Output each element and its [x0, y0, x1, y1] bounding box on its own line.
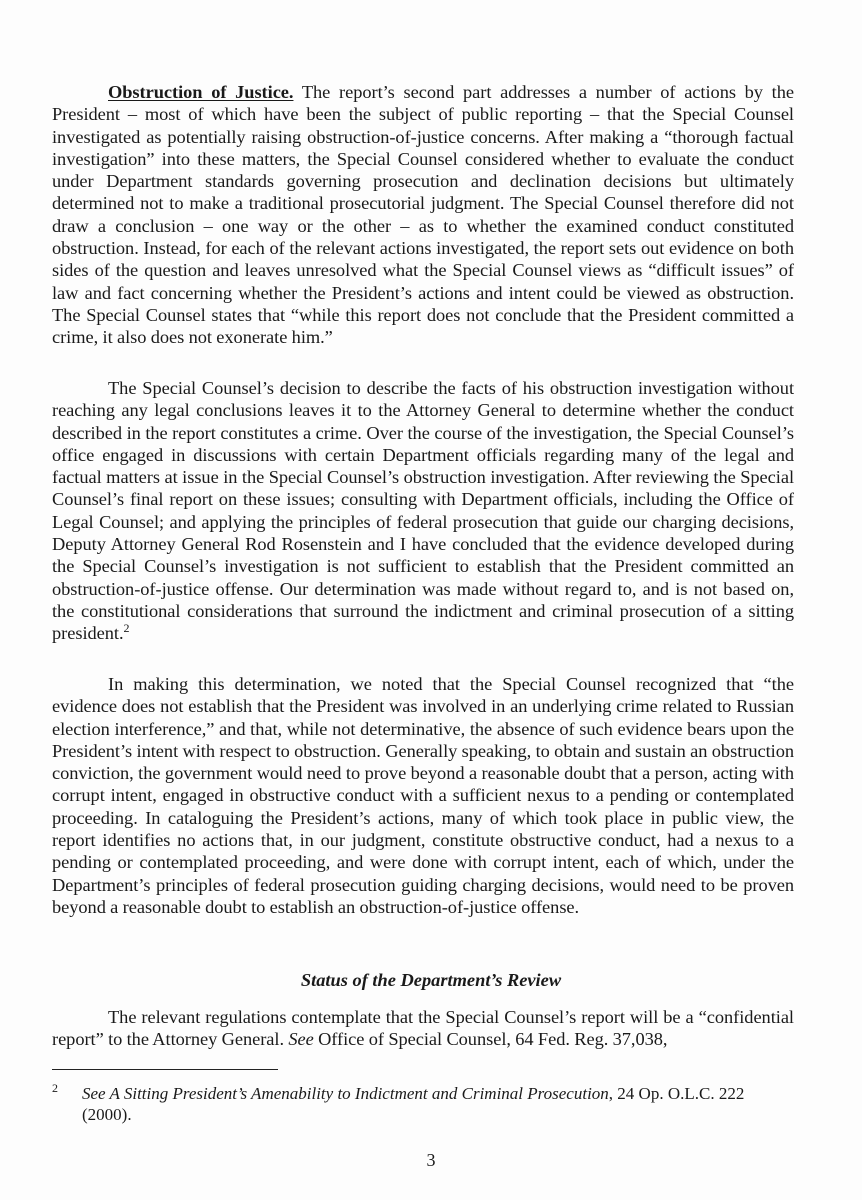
footnote-divider [52, 1069, 278, 1070]
section-lead-in: Obstruction of Justice. [108, 82, 294, 102]
see-signal: See [288, 1029, 314, 1050]
footnote [52, 1083, 794, 1125]
paragraph-regulations [52, 1006, 794, 1051]
paragraph-text: The report’s second part addresses a number of actions by the President – most of which have been the subject of public reporting – that the Special Counsel investigated as potentially raising obstruction-of-justice concerns. After making a “thorough factual investigation” into these matters, the Special Counsel considered whether to evaluate the conduct under Department standards governing prosecution and declination decisions but ultimately determined not to make a traditional prosecutorial judgment. The Special Counsel therefore did not draw a conclusion – one way or the other – as to whether the examined conduct constituted obstruction. Instead, for each of the relevant actions investigated, the report sets out evidence on both sides of the question and leaves unresolved what the Special Counsel views as “difficult issues” of law and fact concerning whether the President’s actions and intent could be viewed as obstruction. The Special Counsel states that “while this report does not conclude that the President committed a crime, it also does not exonerate him.” [52, 82, 794, 348]
footnote-citation: , 24 Op. O.L.C. 222 (2000). [82, 1084, 745, 1124]
paragraph-text: In making this determination, we noted that the Special Counsel recognized that “the evidence does not establish that the President was involved in an underlying crime related to Russian election interference,” and that, while not determinative, the absence of such evidence bears upon the President’s intent with respect to obstruction. Generally speaking, to obtain and sustain an obstruction conviction, the government would need to prove beyond a reasonable doubt that a person, acting with corrupt intent, engaged in obstructive conduct with a sufficient nexus to a pending or contemplated proceeding. In cataloguing the President’s actions, many of which took place in public view, the report identifies no actions that, in our judgment, constitute obstructive conduct, had a nexus to a pending or contemplated proceeding, and were done with corrupt intent, each of which, under the Department’s principles of federal prosecution guiding charging decisions, would need to be proven beyond a reasonable doubt to establish an obstruction-of-justice offense. [52, 674, 794, 917]
paragraph-decision [52, 377, 794, 645]
footnote-citation-title: See A Sitting President’s Amenability to Indictment and Criminal Prosecution [82, 1084, 609, 1103]
paragraph-text: Office of Special Counsel, 64 Fed. Reg. 37,038, [313, 1029, 668, 1050]
section-heading: Status of the Department’s Review [300, 970, 562, 990]
paragraph-text: The relevant regulations contemplate that the Special Counsel’s report will be a “confidential report” to the Attorney General. [52, 1007, 794, 1050]
footnote-marker: 2 [123, 621, 130, 636]
paragraph-determination [52, 673, 794, 918]
footnote-number: 2 [52, 1081, 58, 1095]
paragraph-obstruction-of-justice [52, 81, 794, 349]
page-number: 3 [426, 1150, 436, 1170]
paragraph-text: The Special Counsel’s decision to describe the facts of his obstruction investigation without reaching any legal conclusions leaves it to the Attorney General to determine whether the conduct described in the report constitutes a crime. Over the course of the investigation, the Special Counsel’s office engaged in discussions with certain Department officials regarding many of the legal and factual matters at issue in the Special Counsel’s obstruction investigation. After reviewing the Special Counsel’s final report on these issues; consulting with Department officials, including the Office of Legal Counsel; and applying the principles of federal prosecution that guide our charging decisions, Deputy Attorney General Rod Rosenstein and I have concluded that the evidence developed during the Special Counsel’s investigation is not sufficient to establish that the President committed an obstruction-of-justice offense. Our determination was made without regard to, and is not based on, the constitutional considerations that surround the indictment and criminal prosecution of a sitting president. [52, 378, 794, 644]
